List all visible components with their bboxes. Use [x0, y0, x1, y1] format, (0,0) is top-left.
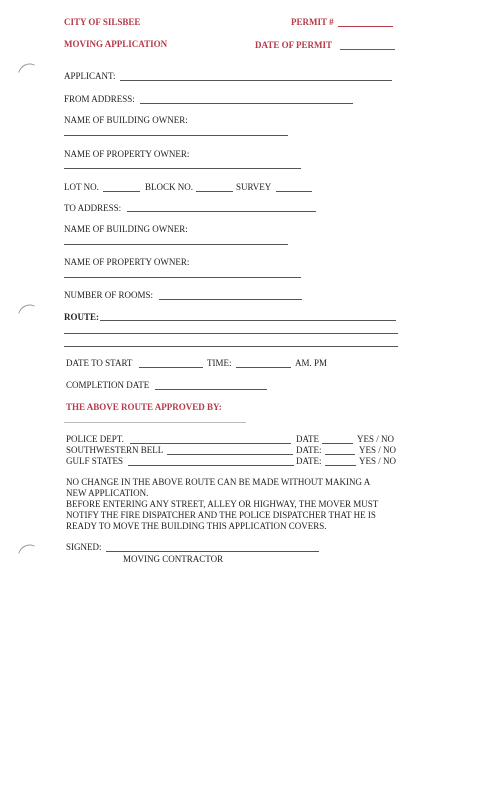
completion-date-label: COMPLETION DATE: [66, 380, 150, 390]
route-approved-heading: THE ABOVE ROUTE APPROVED BY:: [66, 402, 222, 412]
time-line[interactable]: [236, 367, 291, 368]
approval-date-line[interactable]: [322, 443, 353, 444]
approval-date-line[interactable]: [325, 465, 356, 466]
route-approved-line[interactable]: [64, 422, 246, 423]
notice-line: NOTIFY THE FIRE DISPATCHER AND THE POLICE DISPATCHER THAT HE IS: [66, 510, 376, 520]
approval-yes-no[interactable]: YES / NO: [359, 445, 397, 455]
property-owner-label-1: NAME OF PROPERTY OWNER:: [64, 149, 190, 159]
approval-name: GULF STATES: [66, 456, 124, 466]
date-to-start-label: DATE TO START: [66, 358, 133, 368]
from-address-line[interactable]: [140, 103, 353, 104]
moving-contractor-label: MOVING CONTRACTOR: [123, 554, 224, 564]
building-owner-label-1: NAME OF BUILDING OWNER:: [64, 115, 188, 125]
to-address-label: TO ADDRESS:: [64, 203, 122, 213]
permit-number-line[interactable]: [338, 26, 393, 27]
route-label: ROUTE:: [64, 312, 100, 322]
building-owner-label-2: NAME OF BUILDING OWNER:: [64, 224, 188, 234]
punch-hole-middle: [18, 301, 35, 318]
completion-date-line[interactable]: [155, 389, 267, 390]
notice-line: NO CHANGE IN THE ABOVE ROUTE CAN BE MADE WITHOUT MAKING A: [66, 477, 371, 487]
approval-date-line[interactable]: [325, 454, 355, 455]
time-label: TIME:: [207, 358, 232, 368]
approval-date-label: DATE: [296, 434, 319, 444]
notice-line: READY TO MOVE THE BUILDING THIS APPLICATION COVERS.: [66, 521, 327, 531]
route-line-2[interactable]: [64, 333, 398, 334]
lot-no-line[interactable]: [103, 191, 140, 192]
approval-signature-line[interactable]: [128, 465, 294, 466]
survey-label: SURVEY: [236, 182, 272, 192]
date-of-permit-label: DATE OF PERMIT: [255, 40, 333, 50]
to-address-line[interactable]: [127, 211, 316, 212]
permit-label: PERMIT #: [291, 17, 334, 27]
route-line-3[interactable]: [64, 346, 398, 347]
notice-line: BEFORE ENTERING ANY STREET, ALLEY OR HIGHWAY, THE MOVER MUST: [66, 499, 379, 509]
signature-line[interactable]: [106, 551, 319, 552]
approval-signature-line[interactable]: [130, 443, 291, 444]
building-owner-line-2[interactable]: [64, 244, 288, 245]
approval-date-label: DATE:: [296, 456, 322, 466]
lot-no-label: LOT NO.: [64, 182, 99, 192]
notice-line: NEW APPLICATION.: [66, 488, 149, 498]
moving-application-title: MOVING APPLICATION: [64, 39, 168, 49]
block-no-label: BLOCK NO.: [145, 182, 194, 192]
approval-signature-line[interactable]: [167, 454, 293, 455]
survey-line[interactable]: [276, 191, 312, 192]
punch-hole-bottom: [18, 541, 35, 558]
applicant-label: APPLICANT:: [64, 71, 116, 81]
city-title: CITY OF SILSBEE: [64, 17, 141, 27]
number-of-rooms-label: NUMBER OF ROOMS:: [64, 290, 154, 300]
punch-hole-top: [18, 60, 35, 77]
am-pm-label: AM. PM: [295, 358, 328, 368]
date-of-permit-line[interactable]: [340, 49, 395, 50]
approval-yes-no[interactable]: YES / NO: [357, 434, 395, 444]
route-line-1[interactable]: [100, 320, 396, 321]
property-owner-label-2: NAME OF PROPERTY OWNER:: [64, 257, 190, 267]
number-of-rooms-line[interactable]: [159, 299, 302, 300]
approval-name: POLICE DEPT.: [66, 434, 124, 444]
approval-name: SOUTHWESTERN BELL: [66, 445, 164, 455]
property-owner-line-2[interactable]: [64, 277, 301, 278]
date-to-start-line[interactable]: [139, 367, 203, 368]
block-no-line[interactable]: [196, 191, 233, 192]
signed-label: SIGNED:: [66, 542, 102, 552]
applicant-line[interactable]: [120, 80, 392, 81]
property-owner-line-1[interactable]: [64, 168, 301, 169]
building-owner-line-1[interactable]: [64, 135, 288, 136]
approval-yes-no[interactable]: YES / NO: [359, 456, 397, 466]
from-address-label: FROM ADDRESS:: [64, 94, 135, 104]
approval-date-label: DATE:: [296, 445, 322, 455]
